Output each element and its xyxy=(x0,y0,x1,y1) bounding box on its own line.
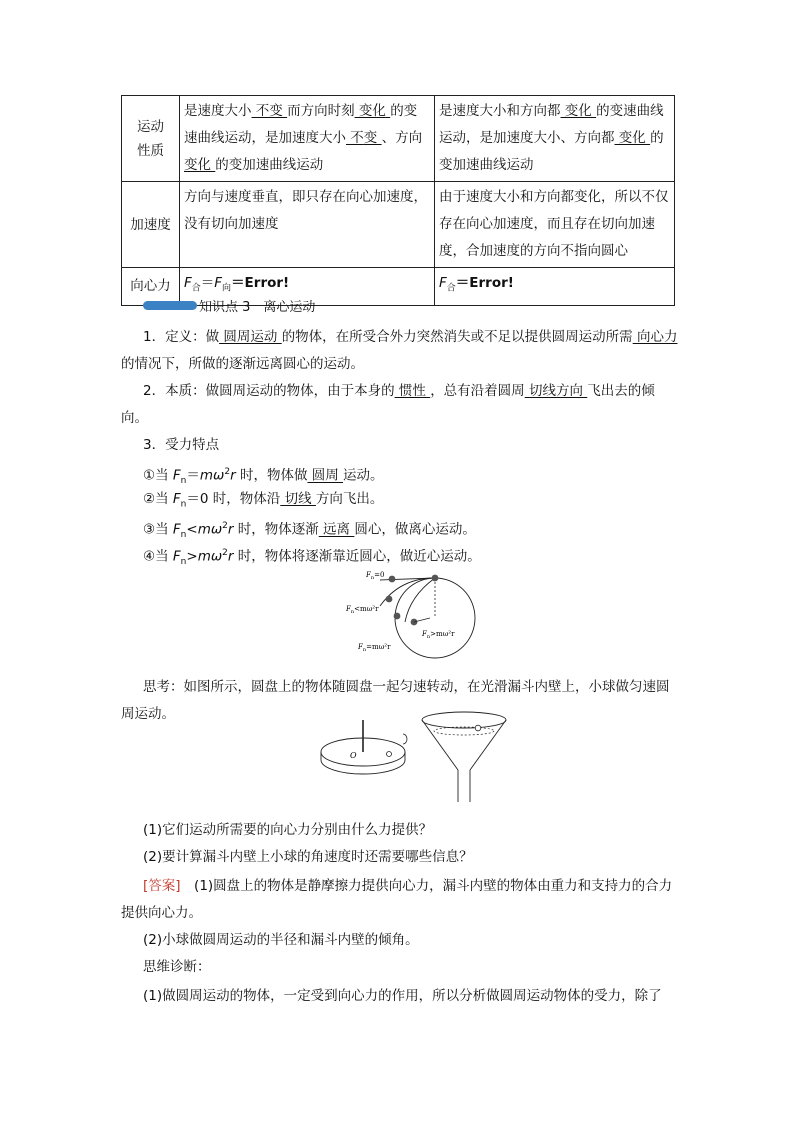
text-segment: n xyxy=(180,476,187,487)
text-segment: (2)要计算漏斗内壁上小球的角速度时还需要哪些信息？ xyxy=(143,849,473,865)
text-segment: 远离 xyxy=(318,521,355,538)
text-segment: 惯性 xyxy=(394,383,431,399)
text-segment: 1．定义：做 xyxy=(143,329,220,345)
text-segment: mω xyxy=(197,521,223,538)
text-segment: 思考：如图所示，圆盘上的物体随圆盘一起匀速转动，在光滑漏斗内壁上，小球做匀速圆周运动。 xyxy=(121,679,670,722)
text-segment: ③当 xyxy=(143,521,173,538)
section-marker-bar xyxy=(143,301,197,310)
text-segment: F xyxy=(439,275,447,291)
text-segment: r xyxy=(230,467,236,484)
text-segment: r xyxy=(227,548,234,565)
text-segment: ＝ xyxy=(200,275,215,291)
text-segment: > xyxy=(186,548,198,565)
paragraph xyxy=(121,432,681,459)
row-header: 向心力 xyxy=(122,268,180,306)
paragraph xyxy=(121,954,681,981)
answer-label: [答案] xyxy=(143,878,181,894)
cell-uniform xyxy=(180,182,435,268)
text-segment: 圆周运动 xyxy=(219,329,282,345)
centrifugal-figure xyxy=(340,566,480,662)
text-segment: 合 xyxy=(446,283,456,294)
text-segment: 2 xyxy=(222,521,228,531)
text-segment: (1)它们运动所需要的向心力分别由什么力提供？ xyxy=(143,822,433,838)
cell-uniform xyxy=(180,96,435,182)
text-segment: 2 xyxy=(224,467,231,477)
section-title: 知识点 3 离心运动 xyxy=(199,299,316,315)
label-fngreater: $F_n>m\omega^2r$ xyxy=(422,630,455,640)
text-segment: 的变速曲线运动，是加速度大小、方向都 xyxy=(439,103,664,146)
row-header: 运动 性质 xyxy=(122,96,180,182)
text-segment: F xyxy=(172,491,181,507)
text-segment: 3．受力特点 xyxy=(143,437,220,453)
label-fnless: $F_n<m\omega^2r$ xyxy=(346,605,379,615)
paragraph xyxy=(121,873,681,927)
section-header xyxy=(143,296,315,314)
label-fn0: $F_n=0$ xyxy=(366,571,385,581)
text-segment: 而方向时刻 xyxy=(287,103,355,119)
disk-object xyxy=(387,752,392,757)
text-segment: 圆周 xyxy=(307,467,344,484)
center-label-o: O xyxy=(350,751,357,760)
ball-tangent xyxy=(389,576,396,583)
ball-away xyxy=(386,596,393,603)
cell-nonuniform xyxy=(435,182,675,268)
ball-top xyxy=(432,575,439,582)
text-segment: 方向与速度垂直，即只存在向心加速度，没有切向加速度 xyxy=(184,189,427,232)
text-segment: 合 xyxy=(191,283,201,294)
ball-near xyxy=(394,613,401,620)
text-segment: 变化 xyxy=(184,157,216,173)
text-segment: 是速度大小和方向都 xyxy=(439,103,561,119)
text-segment: 时，物体逐渐 xyxy=(233,521,319,538)
paragraph xyxy=(121,324,681,378)
row-header: 加速度 xyxy=(122,182,180,268)
text-segment: n xyxy=(180,499,187,510)
text-segment: 不 xyxy=(346,130,364,146)
table-row xyxy=(122,96,675,182)
text-segment: 圆心，做离心运动。 xyxy=(354,521,476,538)
cell-nonuniform xyxy=(435,268,675,306)
text-segment: (1)做圆周运动的物体，一定受到向心力的作用，所以分析做圆周运动物体的受力，除了 xyxy=(143,988,662,1004)
text-segment: 变化 xyxy=(614,130,651,146)
table-row xyxy=(122,182,675,268)
text-segment: F xyxy=(184,275,192,291)
text-segment: (2)小球做圆周运动的半径和漏斗内壁的倾角。 xyxy=(143,932,419,948)
text-segment: ＝Error! xyxy=(231,275,290,291)
text-segment: 向 xyxy=(222,283,232,294)
text-segment: 变化 xyxy=(560,103,597,119)
text-segment: 时，物体做 xyxy=(235,467,308,484)
text-segment: r xyxy=(227,521,234,538)
text-segment: 不变 xyxy=(251,103,288,119)
text-segment: 的变加速曲线运动 xyxy=(439,130,664,173)
text-segment: ②当 xyxy=(143,491,173,507)
paragraph xyxy=(121,817,681,844)
text-segment: 的物体，在所受合外力突然消失或不足以提供圆周运动所需 xyxy=(281,329,633,345)
text-segment: mω xyxy=(199,467,225,484)
text-segment: 由于速度大小和方向都变化，所以不仅存在向心加速度，而且存在切向加速度，合加速度的方向不指向圆心 xyxy=(439,189,669,259)
paragraph xyxy=(121,927,681,954)
comparison-table xyxy=(121,95,675,306)
rotating-disk-figure xyxy=(318,716,408,788)
text-segment: mω xyxy=(197,548,223,565)
paragraph xyxy=(121,983,681,1010)
text-segment: 方向飞出。 xyxy=(315,491,384,507)
paragraph xyxy=(121,378,681,432)
trajectory-near xyxy=(405,578,435,622)
text-segment: 运动。 xyxy=(343,467,384,484)
text-segment: F xyxy=(172,548,181,565)
cell-nonuniform xyxy=(435,96,675,182)
text-segment: ＝Error! xyxy=(455,275,514,291)
text-segment: ＝0 时，物体沿 xyxy=(186,491,281,507)
text-segment: ＝ xyxy=(186,467,200,484)
text-segment: 切线 xyxy=(280,491,316,507)
text-segment: F xyxy=(172,521,181,538)
text-segment: 时，物体将逐渐靠近圆心，做近心运动。 xyxy=(233,548,481,565)
text-segment: 变 xyxy=(363,130,382,146)
text-segment: 思维诊断： xyxy=(143,959,211,975)
text-segment: n xyxy=(180,530,187,541)
text-segment: 的变速曲线运动，是加速度大小 xyxy=(184,103,418,146)
funnel-rim xyxy=(422,712,506,728)
text-segment: 2．本质：做圆周运动的物体，由于本身的 xyxy=(143,383,395,399)
paragraph xyxy=(121,844,681,871)
text-segment: 的情况下，所做的逐渐远离圆心的运动。 xyxy=(121,356,364,372)
text-segment: ①当 xyxy=(143,467,173,484)
rotation-arrow xyxy=(403,734,407,744)
text-segment: 变化 xyxy=(354,103,386,119)
text-segment: 的变加速曲线运动 xyxy=(215,157,324,173)
text-segment: n xyxy=(180,557,187,568)
text-segment: < xyxy=(186,521,198,538)
text-segment: (1)圆盘上的物体是静摩擦力提供向心力，漏斗内壁的物体由重力和支持力的合力提供向心力。 xyxy=(121,878,673,921)
text-segment: 是速度大小 xyxy=(184,103,252,119)
funnel-figure xyxy=(418,706,510,806)
text-segment: 2 xyxy=(222,548,228,558)
text-segment: 向心力 xyxy=(632,329,678,345)
text-segment: F xyxy=(172,467,181,484)
label-fneq: $F_n=m\omega^2r$ xyxy=(358,643,391,653)
text-segment: F xyxy=(214,275,223,291)
text-segment: 切线方向 xyxy=(524,383,588,399)
text-segment: 飞出去的倾向。 xyxy=(121,383,655,426)
funnel-ball xyxy=(475,725,481,731)
text-segment: ④当 xyxy=(143,548,173,565)
text-segment: 、方向 xyxy=(381,130,423,146)
text-segment: ，总有沿着圆周 xyxy=(430,383,525,399)
